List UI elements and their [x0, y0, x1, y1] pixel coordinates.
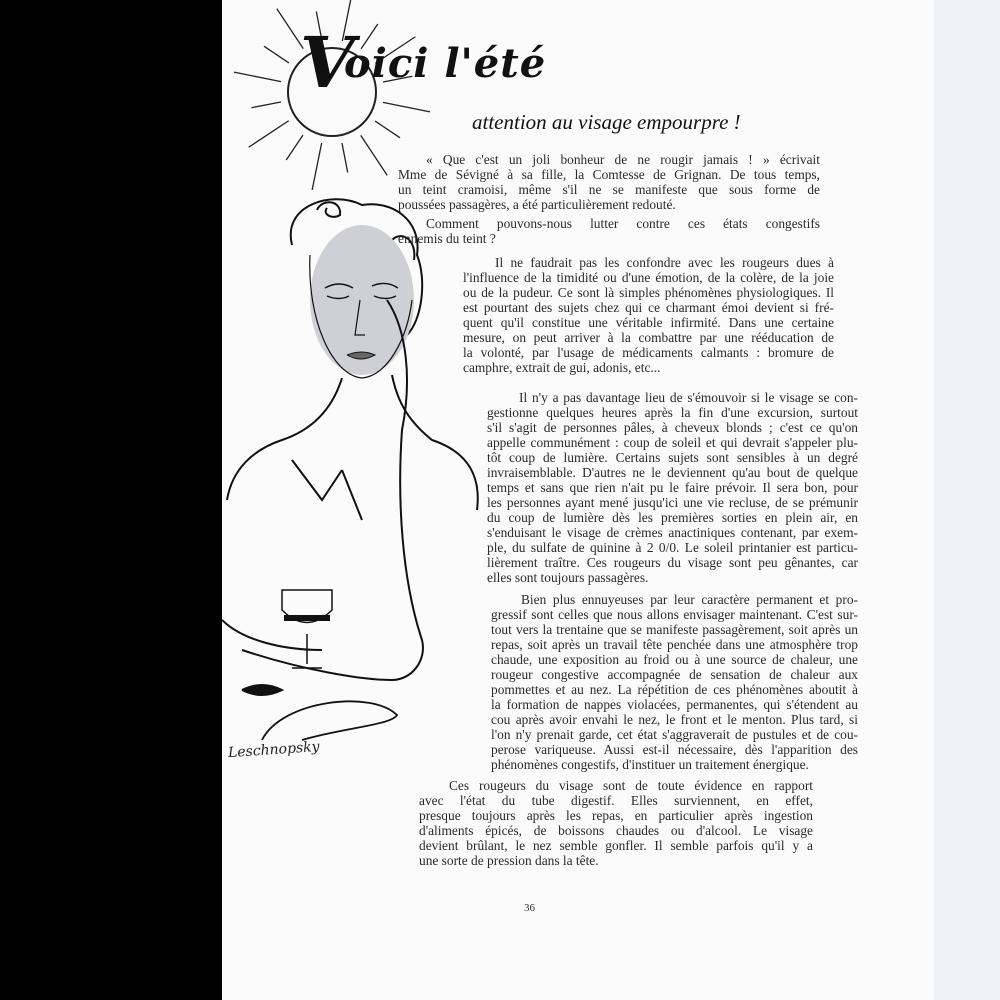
scan-border-left	[0, 0, 222, 1000]
paragraph-sunburn	[487, 390, 858, 585]
sun-ray	[234, 72, 281, 82]
text-line: rougeur congestive accompagnée de sensation de chaleur aux	[491, 667, 858, 682]
text-line: repas, soit après un travail tête penchée dans une atmosphère trop	[491, 637, 858, 652]
paragraph-digestive-cause	[419, 778, 813, 868]
sun-ray	[249, 121, 289, 148]
text-line: elles sont toujours passagères.	[487, 570, 649, 585]
paragraph-permanent-redness	[491, 592, 858, 772]
text-line: cou après avoir envahi le nez, le front et le menton. Plus tard, si	[491, 712, 858, 727]
text-line: la formation de nappes violacées, permanentes, qui s'étendent au	[491, 697, 858, 712]
text-line: l'on n'y prenait garde, cet état s'aggraverait de pustules et de cou-	[491, 727, 858, 742]
text-line: appelle communément : coup de soleil et qui devrait s'appeler plu-	[487, 435, 858, 450]
text-line: Ces rougeurs du visage sont de toute évidence en rapport	[449, 778, 813, 793]
text-line: camphre, extrait de gui, adonis, etc...	[463, 360, 661, 375]
sun-ray	[264, 46, 289, 63]
sun-ray	[361, 135, 388, 175]
text-line: ple, du sulfate de quinine à 2 0/0. Le soleil printanier est particu-	[487, 540, 858, 555]
sun-ray	[375, 121, 400, 138]
text-line: invraisemblable. D'autres ne le deviennent qu'au bout de quelque	[487, 465, 858, 480]
text-line: Il n'y a pas davantage lieu de s'émouvoir si le visage se con-	[519, 390, 858, 405]
article-subtitle: attention au visage empourpre !	[472, 110, 741, 134]
text-line: Comment pouvons-nous lutter contre ces états congestifs	[426, 216, 820, 231]
paragraph-emotional-blushing	[463, 255, 834, 375]
text-line: devient brûlant, le nez semble gonfler. Il semble parfois qu'il y a	[419, 838, 813, 853]
sun-ray	[342, 143, 348, 172]
artist-signature: Leschnopsky	[227, 738, 321, 762]
woman-drawing	[222, 199, 478, 740]
text-line: phénomènes congestifs, d'instituer un traitement énergique.	[491, 757, 809, 772]
text-line: Bien plus ennuyeuses par leur caractère permanent et pro-	[521, 592, 858, 607]
text-line: du coup de lumière dès les premières sorties en plein air, en	[487, 510, 858, 525]
paragraph-question	[398, 216, 820, 246]
text-line: lièrement traître. Ces rougeurs du visage sont peu gênantes, car	[487, 555, 858, 570]
text-line: chaude, une exposition au froid ou à une source de chaleur, une	[491, 652, 858, 667]
sun-ray	[286, 135, 303, 160]
paragraph-intro-quote	[398, 152, 820, 212]
text-line: les personnes ayant mené jusqu'ici une vie recluse, de se prémunir	[487, 495, 858, 510]
scan-border-right	[934, 0, 1000, 1000]
text-line: avec l'état du tube digestif. Elles surviennent, en effet,	[419, 793, 813, 808]
text-line: s'il s'agit de personnes pâles, à cheveux blonds ; c'est ce qu'on	[487, 420, 858, 435]
text-line: « Que c'est un joli bonheur de ne rougir jamais ! » écrivait	[426, 152, 820, 167]
text-line: tôt coup de lumière. Certains sujets sont sensibles à un degré	[487, 450, 858, 465]
text-line: perose variqueuse. Aussi est-il nécessaire, dès l'apparition des	[491, 742, 858, 757]
sun-ray	[383, 102, 430, 112]
page-number: 36	[524, 902, 535, 914]
title-initial: V	[300, 21, 355, 104]
text-line: poussées passagères, a été particulièrement redouté.	[398, 197, 676, 212]
text-line: est pourtant des sujets chez qui ce charmant émoi devient si fré-	[463, 300, 834, 315]
text-line: d'aliments épicés, de boissons chaudes ou d'alcool. Le visage	[419, 823, 813, 838]
text-line: tout vers la trentaine que se manifeste passagèrement, soit après un	[491, 622, 858, 637]
text-line: ennemis du teint ?	[398, 231, 496, 246]
text-line: s'enduisant le visage de crèmes anactiniques contenant, par exem-	[487, 525, 858, 540]
text-line: presque toujours après les repas, en particulier après ingestion	[419, 808, 813, 823]
text-line: une sorte de pression dans la tête.	[419, 853, 599, 868]
article-title	[300, 21, 580, 104]
text-line: pommettes et au nez. La répétition de ces phénomènes aboutit à	[491, 682, 858, 697]
text-line: quent qu'il constitue une véritable infirmité. Dans une certaine	[463, 315, 834, 330]
sun-ray	[312, 143, 322, 190]
text-line: l'influence de la timidité ou d'une émotion, de la colère, de la joie	[463, 270, 834, 285]
text-line: Il ne faudrait pas les confondre avec les rougeurs dues à	[495, 255, 834, 270]
text-line: un teint cramoisi, même s'il ne se manifeste que sous forme de	[398, 182, 820, 197]
text-line: temps et sans que rien n'ait pu le faire prévoir. Il sera bon, pour	[487, 480, 858, 495]
title-rest: oici l'été	[344, 40, 547, 87]
text-line: gressif sont celles que nous allons envisager maintenant. C'est sur-	[491, 607, 858, 622]
text-line: mesure, on peut arriver à la combattre par une rééducation de	[463, 330, 834, 345]
text-line: Mme de Sévigné à sa fille, la Comtesse de Grignan. De tous temps,	[398, 167, 820, 182]
text-line: ou de la pudeur. Ce sont là simples phénomènes physiologiques. Il	[463, 285, 834, 300]
text-line: gestionne quelques heures après la fin d'une excursion, surtout	[487, 405, 858, 420]
text-line: la volonté, par l'usage de médicaments calmants : bromure de	[463, 345, 834, 360]
sun-ray	[252, 102, 281, 108]
